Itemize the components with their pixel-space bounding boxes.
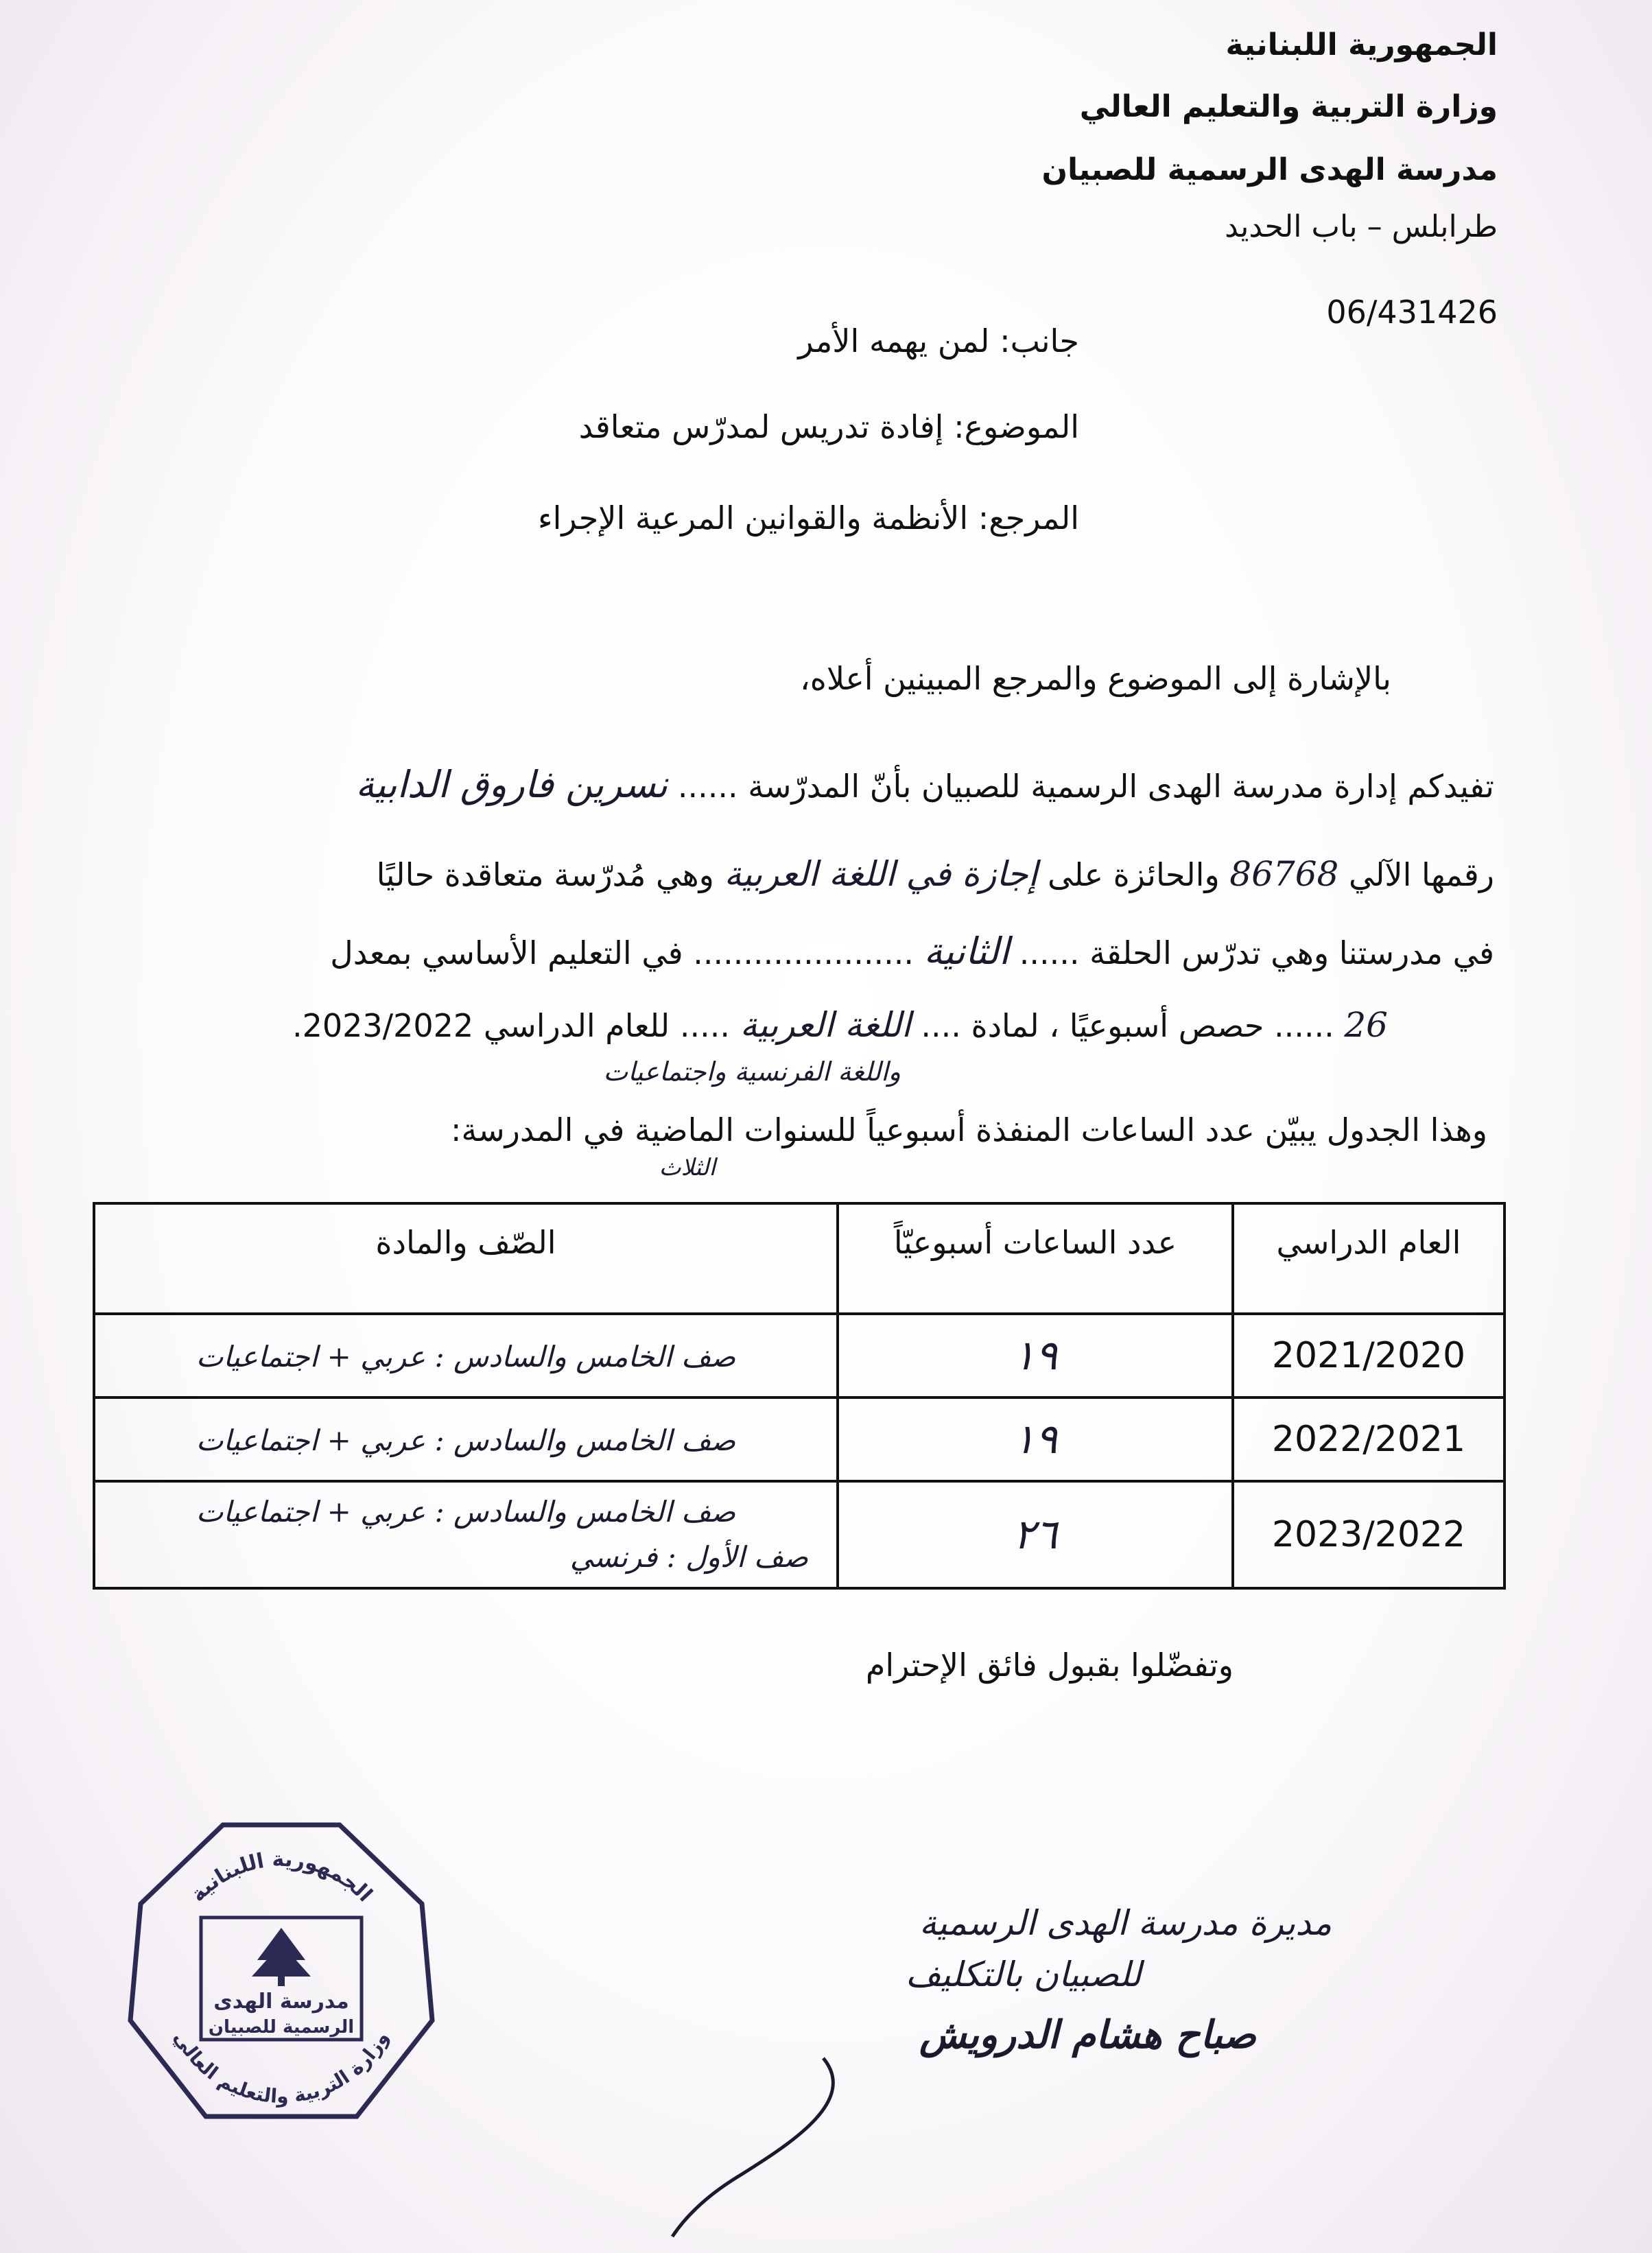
stamp-top-text: الجمهورية اللبنانية [185,1847,377,1907]
line2-suffix: وهي مُدرّسة متعاقدة حاليًا [376,856,714,893]
signature-line-1: مديرة مدرسة الهدى الرسمية [919,1903,1332,1943]
row-year: 2023/2022 [1271,1514,1466,1555]
header-class: الصّف والمادة [94,1203,838,1314]
teacher-degree: إجازة في اللغة العربية [724,854,1038,894]
stamp-bottom-text: وزارة التربية والتعليم العالي [169,2027,393,2108]
header-address: طرابلس – باب الحديد [1225,209,1498,244]
header-phone: 06/431426 [1326,294,1498,331]
reference-line: المرجع: الأنظمة والقوانين المرعية الإجراء [537,499,1079,536]
table-header-row [94,1203,1504,1314]
header-country: الجمهورية اللبنانية [1225,27,1498,62]
teacher-number: 86768 [1229,854,1339,894]
subject-line: الموضوع: إفادة تدريس لمدرّس متعاقد [578,408,1079,445]
teaching-cycle: الثانية [923,930,1010,973]
hours-table [93,1202,1506,1590]
header-school: مدرسة الهدى الرسمية للصبيان [1041,152,1498,187]
row-year: 2021/2020 [1271,1335,1466,1376]
line3-prefix: في مدرستنا وهي تدرّس الحلقة [1089,934,1494,971]
line4-suffix: للعام الدراسي 2023/2022. [292,1007,670,1044]
row-class-subject: صف الخامس والسادس : عربي + اجتماعيات [196,1424,736,1457]
header-ministry: وزارة التربية والتعليم العالي [1079,89,1498,124]
header-hours: عدد الساعات أسبوعيّاً [838,1203,1233,1314]
line1-prefix: تفيدكم إدارة مدرسة الهدى الرسمية للصبيان بأنّ المدرّسة [748,768,1494,805]
subject-extra-note: واللغة الفرنسية واجتماعيات [603,1057,901,1087]
stamp-inner-line-2: الرسمية للصبيان [208,2017,355,2038]
weekly-hours: 26 [1344,1005,1388,1045]
table-row [94,1481,1504,1588]
intro-line: بالإشارة إلى الموضوع والمرجع المبينين أعلاه، [799,660,1391,697]
row-class-subject: صف الخامس والسادس : عربي + اجتماعيات [196,1495,736,1529]
table-row [94,1397,1504,1481]
row-class-subject: صف الخامس والسادس : عربي + اجتماعيات [196,1340,736,1373]
table-row [94,1314,1504,1397]
line3-suffix: في التعليم الأساسي بمعدل [330,934,683,971]
signature-flourish [672,2058,833,2237]
official-stamp [120,1815,442,2137]
body-line-1: تفيدكم إدارة مدرسة الهدى الرسمية للصبيان بأنّ المدرّسة ...... نسرين فاروق الدابية [355,763,1494,806]
stamp-inner-line-1: مدرسة الهدى [213,1990,349,2014]
closing-line: وتفضّلوا بقبول فائق الإحترام [865,1647,1234,1684]
recipient-line: جانب: لمن يهمه الأمر [798,322,1079,359]
table-intro-insert: الثلاث [659,1154,716,1181]
header-year: العام الدراسي [1233,1203,1504,1314]
signature-line-2: للصبيان بالتكليف [906,1955,1142,1994]
body-line-3: في مدرستنا وهي تدرّس الحلقة ...... الثانية ...................... في التعليم الأساسي بمعدل [330,930,1494,973]
body-line-2 [377,854,1494,894]
teacher-name: نسرين فاروق الدابية [355,763,668,806]
line4-mid: حصص أسبوعيًا ، لمادة [971,1007,1264,1044]
row-hours: ١٩ [1013,1332,1058,1380]
teaching-subject: اللغة العربية [740,1005,911,1045]
line2-mid: والحائزة على [1048,856,1220,893]
signature-line-3: صباح هشام الدرويش [919,2012,1256,2057]
body-line-4: 26 ...... حصص أسبوعيًا ، لمادة .... اللغة العربية ..... للعام الدراسي 2023/2022. [292,1005,1388,1045]
line2-prefix: رقمها الآلي [1348,856,1494,893]
principal-signature [535,1894,1332,2250]
row-hours: ٢٦ [1013,1511,1058,1559]
row-hours: ١٩ [1013,1415,1058,1463]
row-class-subject-2: صف الأول : فرنسي [569,1540,808,1574]
row-year: 2022/2021 [1271,1419,1466,1460]
table-intro: وهذا الجدول يبيّن عدد الساعات المنفذة أسبوعياً للسنوات الماضية في المدرسة: [450,1111,1487,1148]
cedar-icon [252,1928,311,1986]
